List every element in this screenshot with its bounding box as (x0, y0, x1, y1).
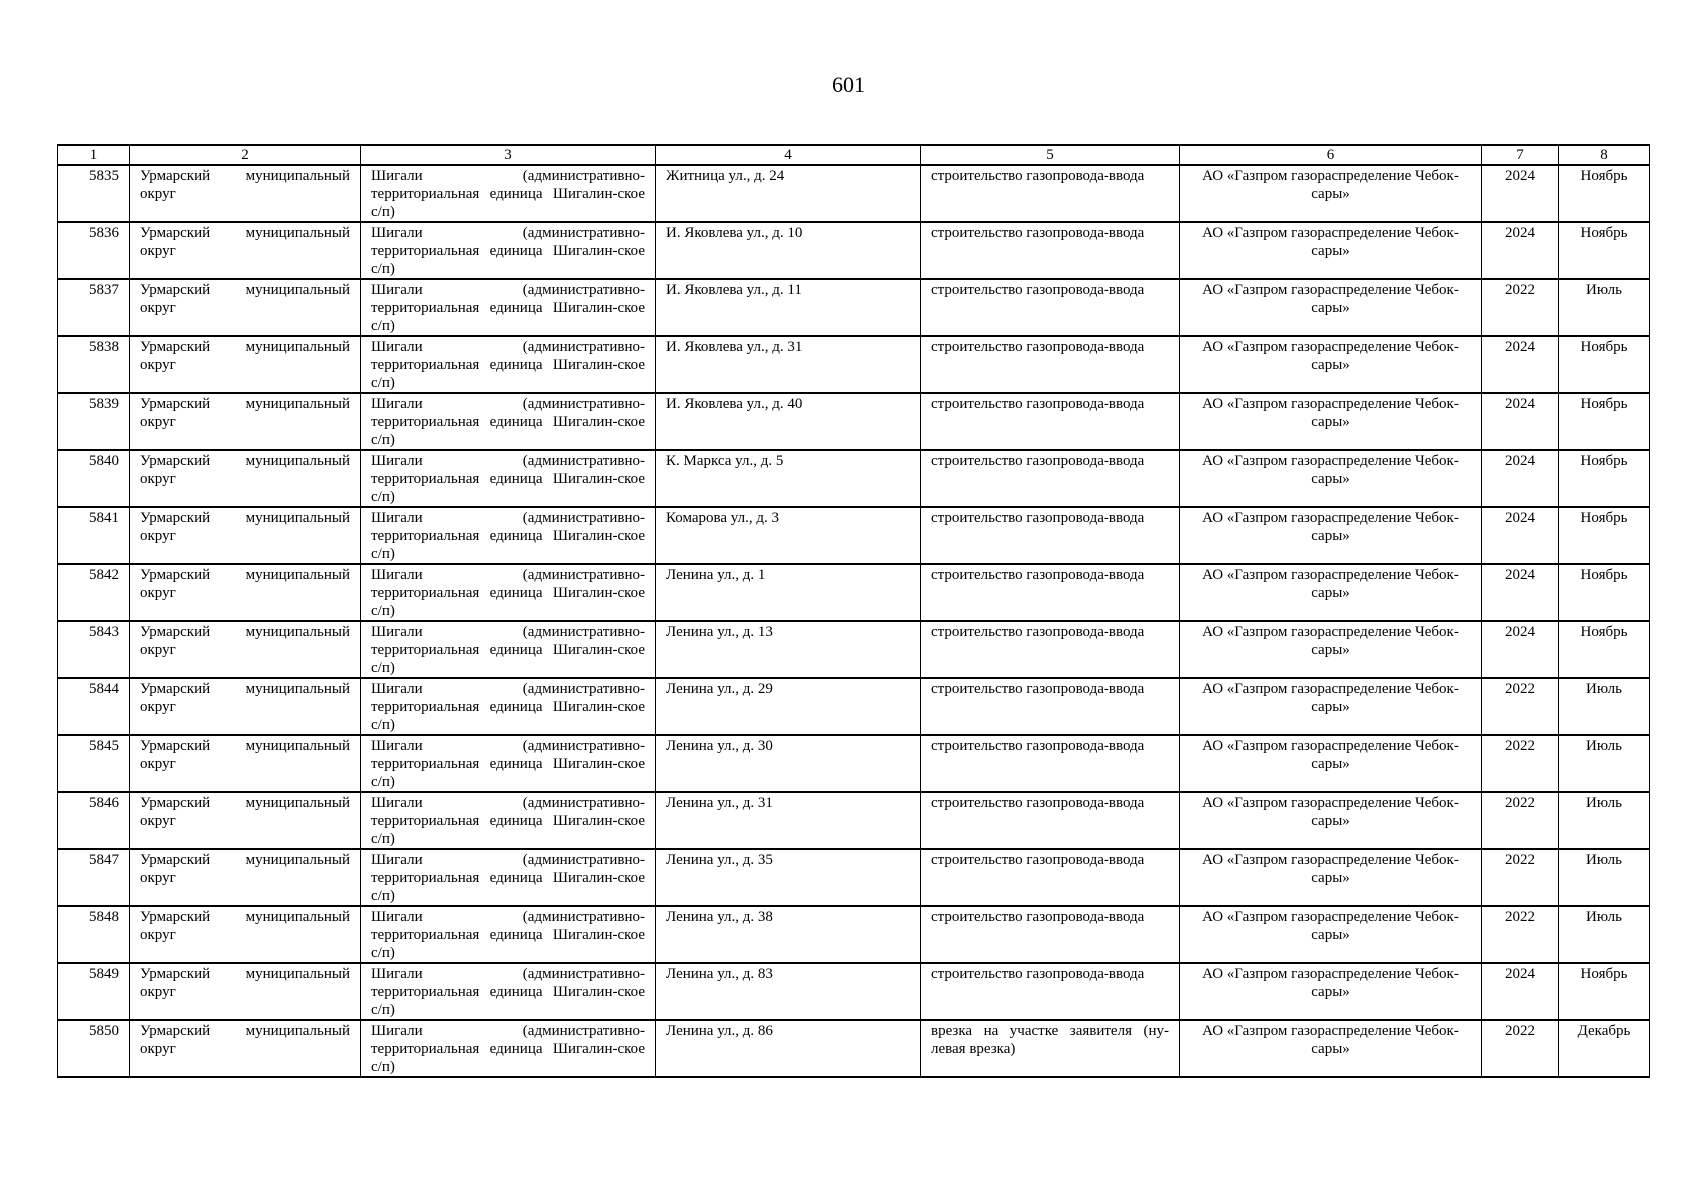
district-cell: Урмарский муниципальный округ (130, 1020, 361, 1077)
district-cell: Урмарский муниципальный округ (130, 678, 361, 735)
row-number-cell: 5847 (58, 849, 130, 906)
row-number-cell: 5842 (58, 564, 130, 621)
settlement-cell: Шигали (административно-территориальная единица Шигалин-ское с/п) (361, 849, 656, 906)
row-number-cell: 5843 (58, 621, 130, 678)
settlement-cell: Шигали (административно-территориальная единица Шигалин-ское с/п) (361, 792, 656, 849)
month-cell: Ноябрь (1559, 393, 1650, 450)
address-cell: И. Яковлева ул., д. 10 (656, 222, 921, 279)
work-type-cell: строительство газопровода-ввода (921, 906, 1180, 963)
year-cell: 2022 (1482, 906, 1559, 963)
settlement-cell: Шигали (административно-территориальная единица Шигалин-ское с/п) (361, 564, 656, 621)
address-cell: Комарова ул., д. 3 (656, 507, 921, 564)
settlement-cell: Шигали (административно-территориальная единица Шигалин-ское с/п) (361, 678, 656, 735)
table-row (58, 792, 1650, 849)
table-row (58, 165, 1650, 222)
row-number-cell: 5838 (58, 336, 130, 393)
district-cell: Урмарский муниципальный округ (130, 507, 361, 564)
address-cell: И. Яковлева ул., д. 40 (656, 393, 921, 450)
row-number-cell: 5837 (58, 279, 130, 336)
month-cell: Декабрь (1559, 1020, 1650, 1077)
month-cell: Июль (1559, 906, 1650, 963)
year-cell: 2024 (1482, 393, 1559, 450)
address-cell: Ленина ул., д. 35 (656, 849, 921, 906)
organization-cell: АО «Газпром газораспределение Чебок-сары» (1180, 735, 1482, 792)
table-row (58, 279, 1650, 336)
work-type-cell: строительство газопровода-ввода (921, 279, 1180, 336)
organization-cell: АО «Газпром газораспределение Чебок-сары» (1180, 222, 1482, 279)
row-number-cell: 5845 (58, 735, 130, 792)
district-cell: Урмарский муниципальный округ (130, 279, 361, 336)
work-type-cell: строительство газопровода-ввода (921, 507, 1180, 564)
district-cell: Урмарский муниципальный округ (130, 393, 361, 450)
table-row (58, 678, 1650, 735)
row-number-cell: 5849 (58, 963, 130, 1020)
organization-cell: АО «Газпром газораспределение Чебок-сары» (1180, 165, 1482, 222)
column-header-7: 7 (1482, 145, 1559, 165)
month-cell: Ноябрь (1559, 222, 1650, 279)
column-header-2: 2 (130, 145, 361, 165)
work-type-cell: строительство газопровода-ввода (921, 849, 1180, 906)
organization-cell: АО «Газпром газораспределение Чебок-сары» (1180, 564, 1482, 621)
address-cell: Ленина ул., д. 83 (656, 963, 921, 1020)
work-type-cell: строительство газопровода-ввода (921, 165, 1180, 222)
work-type-cell: строительство газопровода-ввода (921, 564, 1180, 621)
work-type-cell: строительство газопровода-ввода (921, 792, 1180, 849)
district-cell: Урмарский муниципальный округ (130, 336, 361, 393)
column-header-6: 6 (1180, 145, 1482, 165)
district-cell: Урмарский муниципальный округ (130, 564, 361, 621)
row-number-cell: 5846 (58, 792, 130, 849)
year-cell: 2022 (1482, 279, 1559, 336)
table-row (58, 564, 1650, 621)
table-row (58, 507, 1650, 564)
settlement-cell: Шигали (административно-территориальная единица Шигалин-ское с/п) (361, 963, 656, 1020)
table-row (58, 849, 1650, 906)
organization-cell: АО «Газпром газораспределение Чебок-сары» (1180, 906, 1482, 963)
work-type-cell: строительство газопровода-ввода (921, 336, 1180, 393)
column-header-1: 1 (58, 145, 130, 165)
month-cell: Июль (1559, 735, 1650, 792)
year-cell: 2024 (1482, 963, 1559, 1020)
month-cell: Ноябрь (1559, 963, 1650, 1020)
organization-cell: АО «Газпром газораспределение Чебок-сары» (1180, 450, 1482, 507)
work-type-cell: строительство газопровода-ввода (921, 450, 1180, 507)
organization-cell: АО «Газпром газораспределение Чебок-сары» (1180, 336, 1482, 393)
settlement-cell: Шигали (административно-территориальная единица Шигалин-ское с/п) (361, 735, 656, 792)
row-number-cell: 5850 (58, 1020, 130, 1077)
settlement-cell: Шигали (административно-территориальная единица Шигалин-ское с/п) (361, 1020, 656, 1077)
row-number-cell: 5835 (58, 165, 130, 222)
work-type-cell: строительство газопровода-ввода (921, 393, 1180, 450)
table-row (58, 222, 1650, 279)
settlement-cell: Шигали (административно-территориальная единица Шигалин-ское с/п) (361, 507, 656, 564)
year-cell: 2024 (1482, 222, 1559, 279)
work-type-cell: строительство газопровода-ввода (921, 621, 1180, 678)
organization-cell: АО «Газпром газораспределение Чебок-сары» (1180, 393, 1482, 450)
address-cell: И. Яковлева ул., д. 11 (656, 279, 921, 336)
column-header-4: 4 (656, 145, 921, 165)
row-number-cell: 5848 (58, 906, 130, 963)
page-number: 601 (832, 72, 865, 97)
address-cell: Ленина ул., д. 31 (656, 792, 921, 849)
month-cell: Ноябрь (1559, 336, 1650, 393)
settlement-cell: Шигали (административно-территориальная единица Шигалин-ское с/п) (361, 621, 656, 678)
organization-cell: АО «Газпром газораспределение Чебок-сары» (1180, 678, 1482, 735)
district-cell: Урмарский муниципальный округ (130, 621, 361, 678)
organization-cell: АО «Газпром газораспределение Чебок-сары» (1180, 279, 1482, 336)
organization-cell: АО «Газпром газораспределение Чебок-сары» (1180, 849, 1482, 906)
column-number-header-row (58, 145, 1650, 165)
table-row (58, 906, 1650, 963)
row-number-cell: 5836 (58, 222, 130, 279)
district-cell: Урмарский муниципальный округ (130, 849, 361, 906)
table-row (58, 621, 1650, 678)
table-row (58, 450, 1650, 507)
year-cell: 2022 (1482, 678, 1559, 735)
year-cell: 2022 (1482, 849, 1559, 906)
table-row (58, 336, 1650, 393)
work-type-cell: строительство газопровода-ввода (921, 678, 1180, 735)
district-cell: Урмарский муниципальный округ (130, 222, 361, 279)
settlement-cell: Шигали (административно-территориальная единица Шигалин-ское с/п) (361, 279, 656, 336)
month-cell: Ноябрь (1559, 165, 1650, 222)
organization-cell: АО «Газпром газораспределение Чебок-сары» (1180, 621, 1482, 678)
month-cell: Июль (1559, 279, 1650, 336)
year-cell: 2024 (1482, 564, 1559, 621)
district-cell: Урмарский муниципальный округ (130, 165, 361, 222)
organization-cell: АО «Газпром газораспределение Чебок-сары» (1180, 1020, 1482, 1077)
month-cell: Ноябрь (1559, 564, 1650, 621)
settlement-cell: Шигали (административно-территориальная единица Шигалин-ское с/п) (361, 222, 656, 279)
year-cell: 2024 (1482, 450, 1559, 507)
settlement-cell: Шигали (административно-территориальная единица Шигалин-ское с/п) (361, 450, 656, 507)
district-cell: Урмарский муниципальный округ (130, 906, 361, 963)
work-type-cell: строительство газопровода-ввода (921, 222, 1180, 279)
year-cell: 2024 (1482, 507, 1559, 564)
month-cell: Ноябрь (1559, 507, 1650, 564)
address-cell: Ленина ул., д. 30 (656, 735, 921, 792)
settlement-cell: Шигали (административно-территориальная единица Шигалин-ское с/п) (361, 336, 656, 393)
year-cell: 2022 (1482, 735, 1559, 792)
row-number-cell: 5839 (58, 393, 130, 450)
district-cell: Урмарский муниципальный округ (130, 963, 361, 1020)
work-type-cell: врезка на участке заявителя (ну-левая врезка) (921, 1020, 1180, 1077)
organization-cell: АО «Газпром газораспределение Чебок-сары» (1180, 507, 1482, 564)
table-row (58, 963, 1650, 1020)
organization-cell: АО «Газпром газораспределение Чебок-сары» (1180, 963, 1482, 1020)
address-cell: Ленина ул., д. 13 (656, 621, 921, 678)
column-header-3: 3 (361, 145, 656, 165)
table-row (58, 393, 1650, 450)
row-number-cell: 5841 (58, 507, 130, 564)
month-cell: Июль (1559, 849, 1650, 906)
address-cell: И. Яковлева ул., д. 31 (656, 336, 921, 393)
settlement-cell: Шигали (административно-территориальная единица Шигалин-ское с/п) (361, 393, 656, 450)
work-type-cell: строительство газопровода-ввода (921, 735, 1180, 792)
year-cell: 2022 (1482, 792, 1559, 849)
year-cell: 2024 (1482, 165, 1559, 222)
address-cell: Ленина ул., д. 86 (656, 1020, 921, 1077)
gas-connection-table (57, 144, 1650, 1078)
year-cell: 2022 (1482, 1020, 1559, 1077)
column-header-8: 8 (1559, 145, 1650, 165)
year-cell: 2024 (1482, 336, 1559, 393)
address-cell: Ленина ул., д. 38 (656, 906, 921, 963)
table-row (58, 735, 1650, 792)
settlement-cell: Шигали (административно-территориальная единица Шигалин-ское с/п) (361, 165, 656, 222)
address-cell: К. Маркса ул., д. 5 (656, 450, 921, 507)
address-cell: Ленина ул., д. 1 (656, 564, 921, 621)
column-header-5: 5 (921, 145, 1180, 165)
month-cell: Июль (1559, 792, 1650, 849)
organization-cell: АО «Газпром газораспределение Чебок-сары» (1180, 792, 1482, 849)
district-cell: Урмарский муниципальный округ (130, 735, 361, 792)
table-row (58, 1020, 1650, 1077)
work-type-cell: строительство газопровода-ввода (921, 963, 1180, 1020)
district-cell: Урмарский муниципальный округ (130, 792, 361, 849)
district-cell: Урмарский муниципальный округ (130, 450, 361, 507)
row-number-cell: 5840 (58, 450, 130, 507)
month-cell: Июль (1559, 678, 1650, 735)
address-cell: Житница ул., д. 24 (656, 165, 921, 222)
settlement-cell: Шигали (административно-территориальная единица Шигалин-ское с/п) (361, 906, 656, 963)
month-cell: Ноябрь (1559, 621, 1650, 678)
address-cell: Ленина ул., д. 29 (656, 678, 921, 735)
year-cell: 2024 (1482, 621, 1559, 678)
table-body (58, 165, 1650, 1077)
row-number-cell: 5844 (58, 678, 130, 735)
month-cell: Ноябрь (1559, 450, 1650, 507)
